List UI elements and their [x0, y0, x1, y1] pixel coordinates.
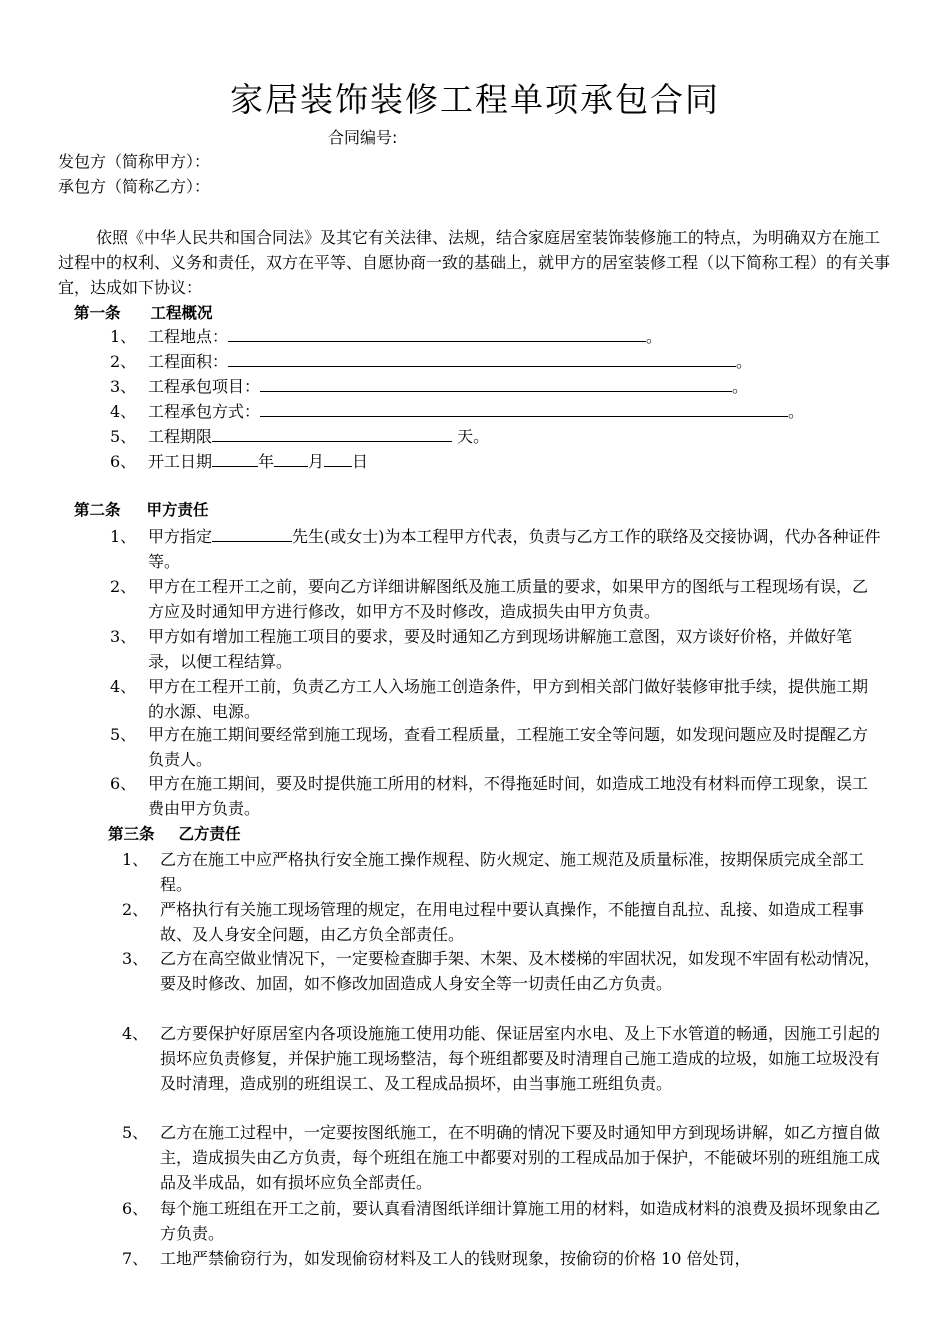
- item-text: 乙方在高空做业情况下，一定要检查脚手架、木架、及木楼梯的牢固状况，如发现不牢固有松动情况，要及时修改、加固，如不修改加固造成人身安全等一切责任由乙方负责。: [160, 949, 881, 993]
- item-text: 甲方在工程开工前，负责乙方工人入场施工创造条件，甲方到相关部门做好装修审批手续，提供施工期的水源、电源。: [148, 677, 869, 721]
- article2-item-6: [110, 771, 890, 821]
- contract-number-label: 合同编号:: [328, 128, 398, 147]
- party-b-line: 承包方（简称乙方）：: [58, 177, 211, 196]
- item-label: 开工日期: [148, 452, 213, 471]
- article3-item-4: [122, 1021, 902, 1121]
- fill-blank: [212, 424, 452, 442]
- party-a-line: 发包方（简称甲方）：: [58, 152, 211, 171]
- fill-blank: [212, 524, 292, 542]
- item-end: 。: [732, 377, 749, 396]
- item-text: 甲方在工程开工之前，要向乙方详细讲解图纸及施工质量的要求，如果甲方的图纸与工程现场有误，乙方应及时通知甲方进行修改，如甲方不及时修改，造成损失由甲方负责。: [148, 577, 869, 621]
- article2-item-5: [110, 722, 890, 772]
- month-label: 月: [308, 452, 325, 471]
- item-number: 4、: [122, 1024, 149, 1043]
- item-number: 7、: [122, 1249, 149, 1268]
- article3-item-2: [122, 897, 902, 947]
- article2-item-2: [110, 574, 890, 624]
- article3-number: 第三条: [108, 825, 155, 843]
- item-number: 1、: [110, 327, 137, 346]
- article3-title: 乙方责任: [178, 825, 241, 843]
- article2-item-3: [110, 624, 890, 674]
- article3-item-3: [122, 946, 902, 1021]
- fill-blank: [228, 349, 736, 367]
- item-number: 2、: [110, 577, 137, 596]
- item-number: 6、: [110, 774, 137, 793]
- intro-paragraph: 依照《中华人民共和国合同法》及其它有关法律、法规，结合家庭居室装饰装修施工的特点，为明确双方在施工过程中的权利、义务和责任，双方在平等、自愿协商一致的基础上，就甲方的居室装修工程（以下简称工程）的有关事宜，达成如下协议：: [58, 228, 891, 297]
- item-number: 5、: [122, 1123, 149, 1142]
- article2-item-1: [110, 524, 890, 574]
- item-number: 3、: [122, 949, 149, 968]
- item-end: 。: [736, 352, 753, 371]
- item-number: 5、: [110, 725, 137, 744]
- item-label: 工程面积：: [148, 352, 229, 371]
- item-number: 2、: [122, 900, 149, 919]
- item-text: 甲方在施工期间，要及时提供施工所用的材料，不得拖延时间，如造成工地没有材料而停工现象，误工费由甲方负责。: [148, 774, 869, 818]
- item-number: 4、: [110, 402, 137, 421]
- fill-blank: [212, 449, 258, 467]
- item-label: 工程承包方式：: [148, 402, 261, 421]
- item-number: 5、: [110, 427, 137, 446]
- year-label: 年: [258, 452, 275, 471]
- item-text: 乙方要保护好原居室内各项设施施工使用功能、保证居室内水电、及上下水管道的畅通，因施工引起的损坏应负责修复，并保护施工现场整洁，每个班组都要及时清理自己施工造成的垃圾，如施工垃圾没有及时清理，造成别的班组误工、及工程成品损坏，由当事施工班组负责。: [160, 1024, 881, 1093]
- article1-item-6: [110, 449, 910, 474]
- item-number: 6、: [122, 1199, 149, 1218]
- item-text: 乙方在施工中应严格执行安全施工操作规程、防火规定、施工规范及质量标准，按期保质完成全部工程。: [160, 850, 865, 894]
- item-text: 甲方如有增加工程施工项目的要求，要及时通知乙方到现场讲解施工意图，双方谈好价格，并做好笔录，以便工程结算。: [148, 627, 853, 671]
- item-end: 。: [788, 402, 805, 421]
- article1-title: 工程概况: [150, 304, 213, 322]
- document-title: 家居装饰装修工程单项承包合同: [230, 80, 720, 119]
- item-text-post: 先生(或女士)为本工程甲方代表，负责与乙方工作的联络及交接协调，代办各种证件等。: [148, 527, 881, 571]
- article1-item-1: [110, 324, 910, 349]
- item-label: 工程期限: [148, 427, 213, 446]
- item-label: 工程地点：: [148, 327, 229, 346]
- fill-blank: [228, 324, 646, 342]
- article1-number: 第一条: [74, 304, 121, 322]
- fill-blank: [260, 399, 788, 417]
- article3-item-7: [122, 1246, 902, 1271]
- article2-item-4: [110, 674, 890, 724]
- item-end: 。: [646, 327, 663, 346]
- article3-item-6: [122, 1196, 902, 1246]
- article3-item-1: [122, 847, 902, 897]
- item-number: 4、: [110, 677, 137, 696]
- item-end: 天。: [457, 427, 490, 446]
- fill-blank: [260, 374, 732, 392]
- article3-heading: [108, 822, 241, 846]
- article1-item-4: [110, 399, 910, 424]
- article2-title: 甲方责任: [146, 501, 209, 519]
- item-number: 2、: [110, 352, 137, 371]
- item-number: 3、: [110, 377, 137, 396]
- item-number: 6、: [110, 452, 137, 471]
- article2-heading: [74, 498, 209, 522]
- item-text: 甲方在施工期间要经常到施工现场，查看工程质量，工程施工安全等问题，如发现问题应及时提醒乙方负责人。: [148, 725, 869, 769]
- article1-item-5: [110, 424, 910, 449]
- article1-item-3: [110, 374, 910, 399]
- article1-heading: [74, 301, 213, 325]
- day-label: 日: [352, 452, 369, 471]
- fill-blank: [274, 449, 308, 467]
- article1-item-2: [110, 349, 910, 374]
- item-number: 1、: [122, 850, 149, 869]
- fill-blank: [324, 449, 352, 467]
- item-number: 3、: [110, 627, 137, 646]
- item-text: 严格执行有关施工现场管理的规定，在用电过程中要认真操作，不能擅自乱拉、乱接、如造成工程事故、及人身安全问题，由乙方负全部责任。: [160, 900, 865, 944]
- item-label: 工程承包项目：: [148, 377, 261, 396]
- item-text: 工地严禁偷窃行为，如发现偷窃材料及工人的钱财现象，按偷窃的价格 10 倍处罚，: [160, 1249, 751, 1268]
- item-text-pre: 甲方指定: [148, 527, 213, 546]
- item-number: 1、: [110, 527, 137, 546]
- item-text: 乙方在施工过程中，一定要按图纸施工，在不明确的情况下要及时通知甲方到现场讲解，如乙方擅自做主，造成损失由乙方负责，每个班组在施工中都要对别的工程成品加于保护，不能破坏别的班组施工成品及半成品，如有损坏应负全部责任。: [160, 1123, 881, 1192]
- article2-number: 第二条: [74, 501, 121, 519]
- item-text: 每个施工班组在开工之前，要认真看清图纸详细计算施工用的材料，如造成材料的浪费及损坏现象由乙方负责。: [160, 1199, 881, 1243]
